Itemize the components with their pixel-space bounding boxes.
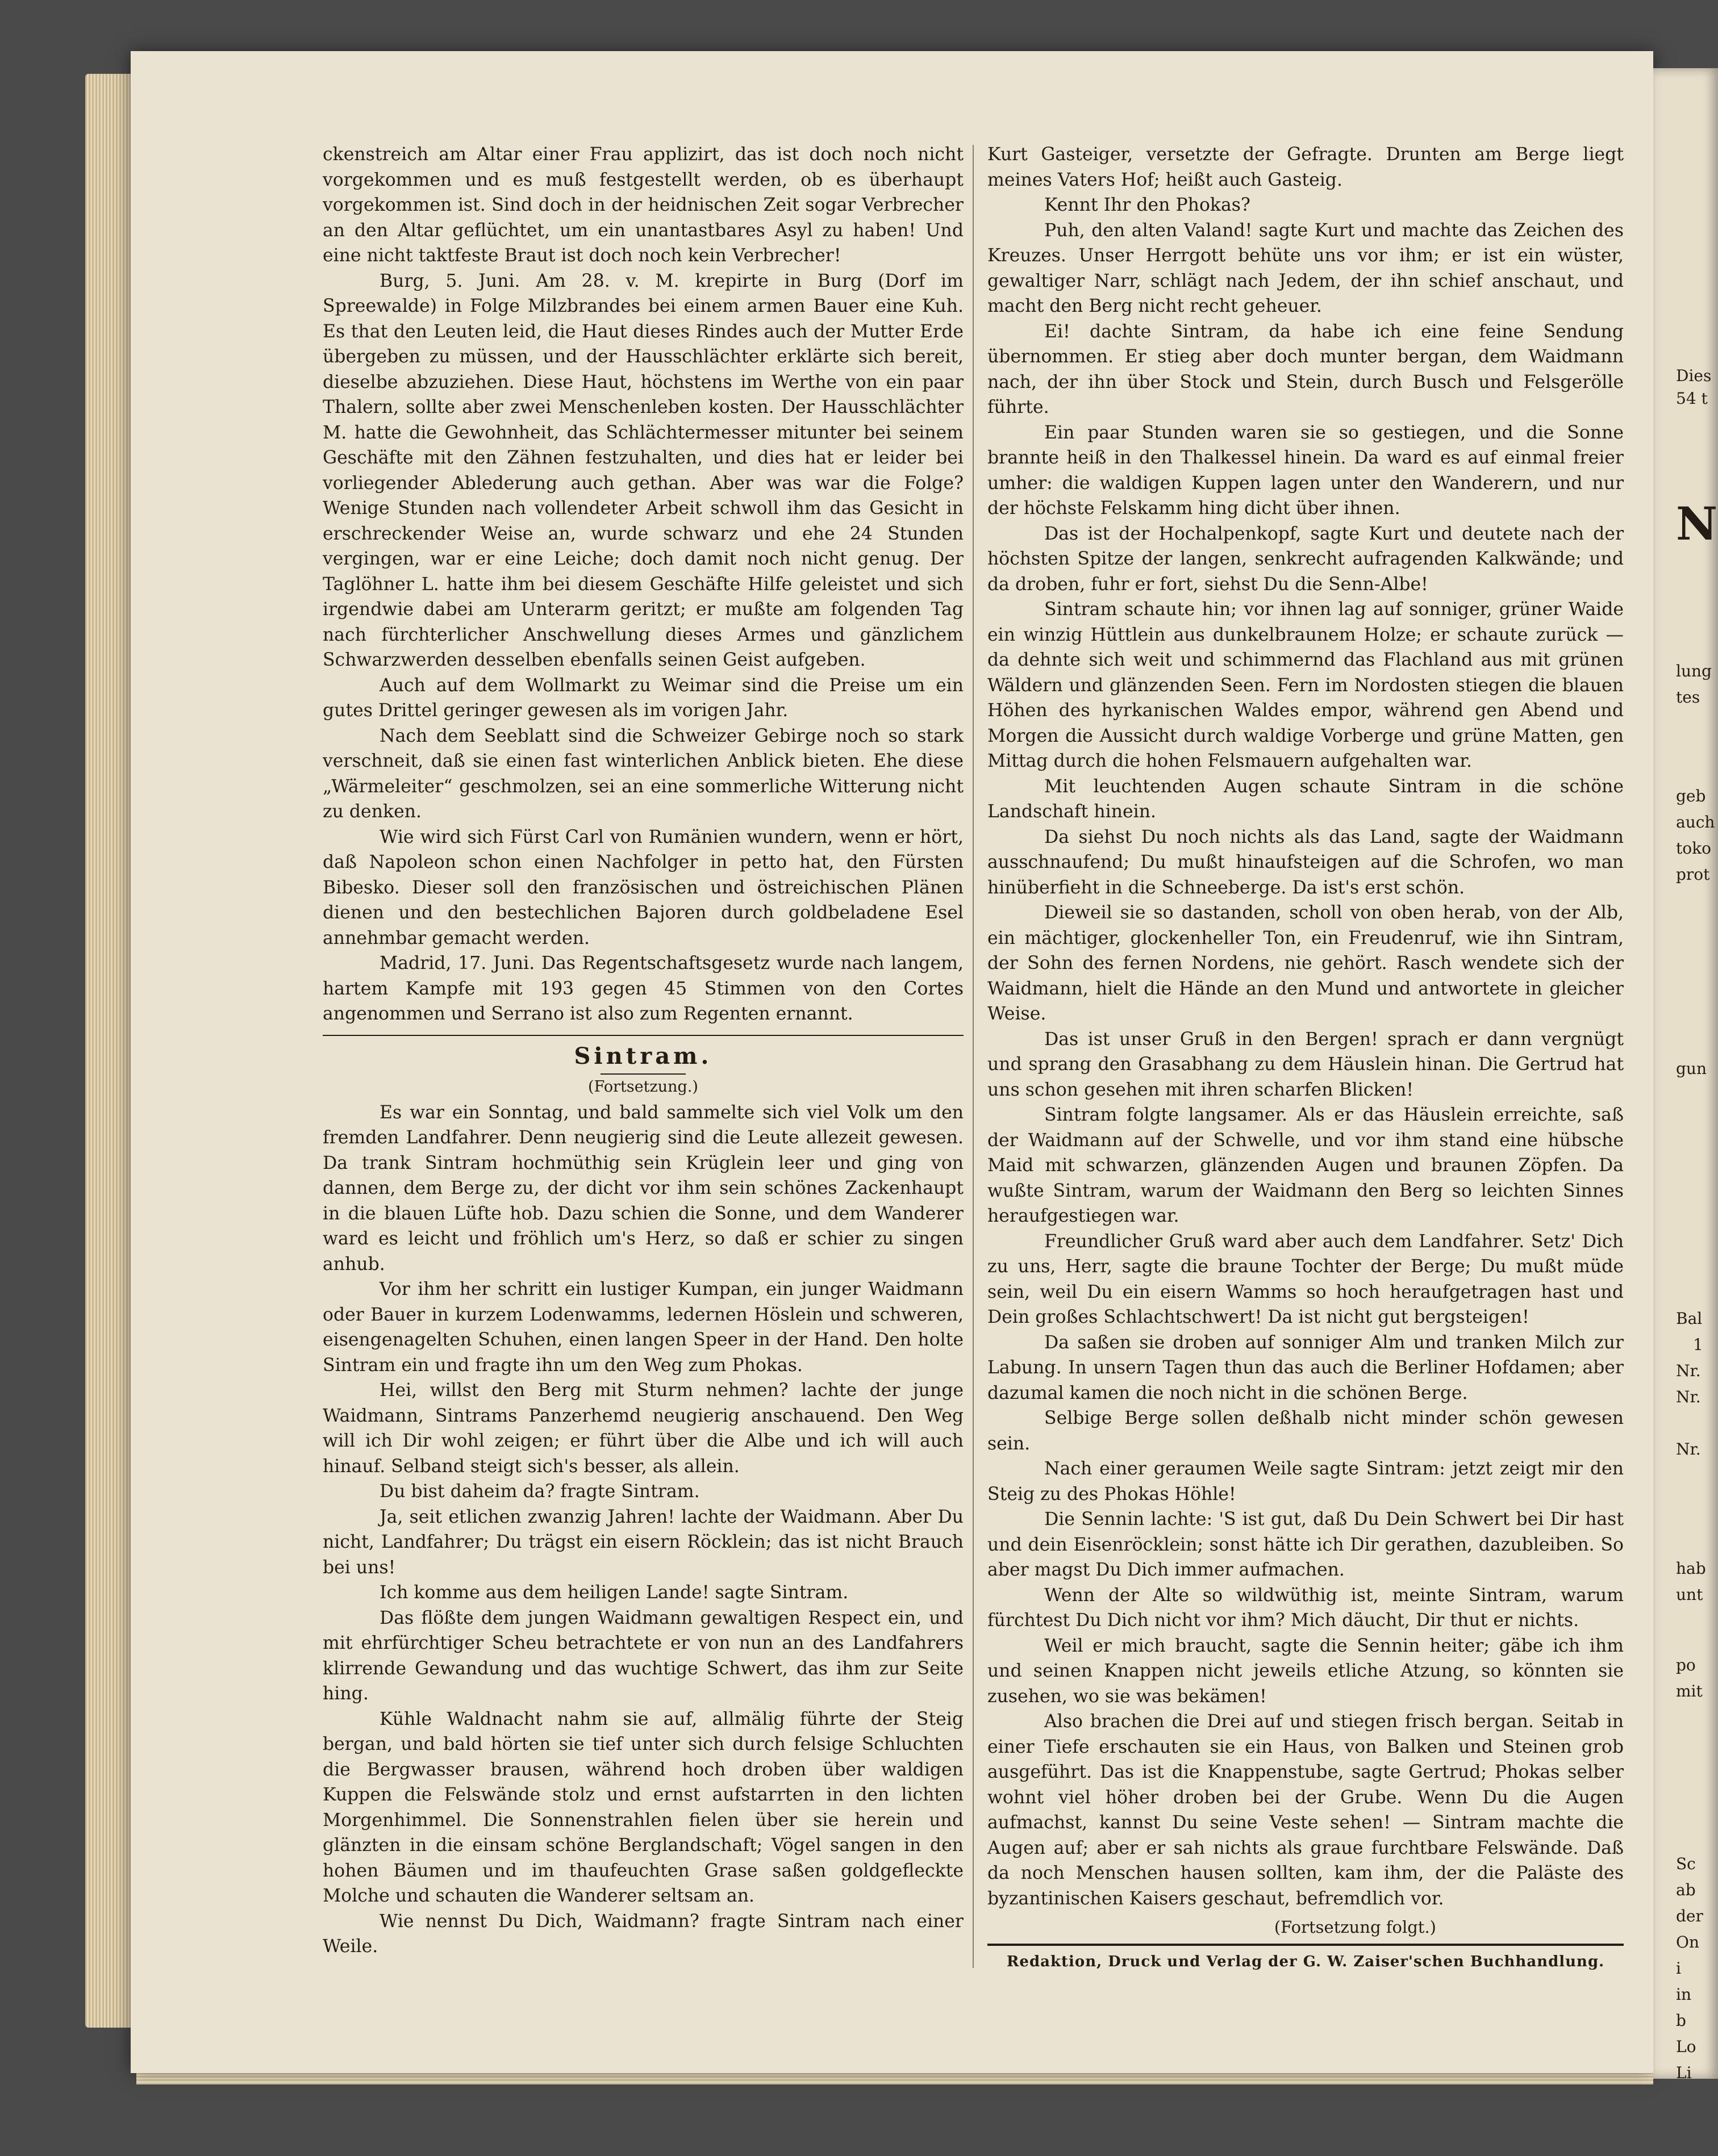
story-paragraph: Das flößte dem jungen Waidmann gewaltigen Respect ein, und mit ehrfürchtiger Scheu betrachtete er von nun an des Landfahrers klirrende Gewandung und das wuchtige Schwert, das ihm zur Seite hing.	[323, 1607, 964, 1704]
story-paragraph: Kennt Ihr den Phokas?	[1044, 195, 1250, 215]
story-paragraph: Vor ihm her schritt ein lustiger Kumpan, ein junger Waidmann oder Bauer in kurzem Lodenwamms, ledernen Höslein und schweren, eisengenagelten Schuhen, einen langen Speer in der Hand. Den holte Sintram ein und fragte ihn um den Weg zum Phokas.	[323, 1279, 964, 1376]
story-paragraph: Du bist daheim da? fragte Sintram.	[380, 1481, 700, 1502]
fragment: Sc	[1676, 1854, 1696, 1873]
fragment: tes	[1676, 688, 1700, 707]
story-paragraph: Selbige Berge sollen deßhalb nicht minder schön gewesen sein.	[987, 1408, 1624, 1454]
story-paragraph: Ich komme aus dem heiligen Lande! sagte Sintram.	[380, 1582, 849, 1603]
book-page-edges	[85, 74, 136, 2028]
fragment: in	[1676, 1985, 1691, 2004]
story-paragraph: Kurt Gasteiger, versetzte der Gefragte. Drunten am Berge liegt meines Vaters Hof; heißt auch Gasteig.	[987, 144, 1624, 190]
story-paragraph: Wenn der Alte so wildwüthig ist, meinte Sintram, warum fürchtest Du Dich nicht vor ihm? Mich däucht, Dir thut er nichts.	[987, 1585, 1624, 1631]
news-paragraph: Burg, 5. Juni. Am 28. v. M. krepirte in Burg (Dorf im Spreewalde) in Folge Milzbrandes bei einem armen Bauer eine Kuh. Es that den Leuten leid, die Haut dieses Rindes auch der Mutter Erde übergeben zu müssen, und der Hausschlächter erklärte sich bereit, dieselbe abzuziehen. Diese Haut, höchstens im Werthe von ein paar Thalern, sollte aber zwei Menschenleben kosten. Der Hausschlächter M. hatte die Gewohnheit, das Schlächtermesser mitunter bei seinem Geschäfte mit den Zähnen festzuhalten, und dies hat er leider bei vorliegender Ablederung auch gethan. Aber was war die Folge? Wenige Stunden nach vollendeter Arbeit schwoll ihm das Gesicht in erschreckender Weise an, wurde schwarz und ehe 24 Stunden vergingen, war er eine Leiche; doch damit noch nicht genug. Der Taglöhner L. hatte ihm bei diesem Geschäfte Hilfe geleistet und sich irgendwie dabei am Unterarm geritzt; er mußte am folgenden Tag nach fürchterlicher Anschwellung dieses Armes und gänzlichem Schwarzwerden desselben ebenfalls seinen Geist aufgeben.	[323, 270, 964, 670]
news-paragraph: Nach dem Seeblatt sind die Schweizer Gebirge noch so stark verschneit, daß sie einen fast winterlichen Anblick bieten. Ehe diese „Wärmeleiter“ geschmolzen, sei an eine sommerliche Witterung nicht zu denken.	[323, 725, 964, 822]
story-paragraph: Ein paar Stunden waren sie so gestiegen, und die Sonne brannte heiß in den Thalkessel hinein. Da ward es auf einmal freier umher: die waldigen Kuppen lagen unter den Wanderern, und nur der höchste Felskamm hing dicht über ihnen.	[987, 422, 1624, 519]
section-divider	[323, 1035, 964, 1036]
imprint-rule	[987, 1944, 1624, 1946]
fragment: 54 t	[1676, 389, 1708, 408]
fragment: prot	[1676, 865, 1710, 884]
news-paragraph: ckenstreich am Altar einer Frau applizirt, das ist doch noch nicht vorgekommen und es muß festgestellt werden, ob es überhaupt vorgekommen ist. Sind doch in der heidnischen Zeit sogar Verbrecher an den Altar geflüchtet, um ein unantastbares Asyl zu haben! Und eine nicht taktfeste Braut ist doch noch kein Verbrecher!	[323, 144, 964, 266]
fragment: unt	[1676, 1585, 1703, 1604]
story-subtitle: (Fortsetzung.)	[588, 1078, 698, 1096]
news-paragraph: Wie wird sich Fürst Carl von Rumänien wundern, wenn er hört, daß Napoleon schon einen Nachfolger in petto hat, den Fürsten Bibesko. Dieser soll den französischen und östreichischen Plänen dienen und den bestechlichen Bajoren durch goldbeladene Esel annehmbar gemacht werden.	[323, 826, 964, 949]
fragment: toko	[1676, 839, 1711, 858]
publisher-imprint: Redaktion, Druck und Verlag der G. W. Zaiser'schen Buchhandlung.	[1006, 1953, 1605, 1970]
story-paragraph: Freundlicher Gruß ward aber auch dem Landfahrer. Setz' Dich zu uns, Herr, sagte die braune Tochter der Berge; Du mußt müde sein, weil Du ein eisern Wamms so hoch heraufgetragen hast und Dein großes Schlachtschwert! Da ist nicht gut bergsteigen!	[987, 1231, 1624, 1327]
fragment: po	[1676, 1656, 1696, 1674]
fragment: mit	[1676, 1682, 1703, 1700]
story-paragraph: Kühle Waldnacht nahm sie auf, allmälig führte der Steig bergan, und bald hörten sie tief unter sich durch felsige Schluchten die Bergwasser brausen, während hoch droben über waldigen Kuppen die Felswände stolz und ernst aufstarrten in den lichten Morgenhimmel. Die Sonnenstrahlen fielen über sie herein und glänzten in die einsam schöne Berglandschaft; Vögel sangen in den hohen Bäumen und im thaufeuchten Grase saßen goldgefleckte Molche und schauten die Wanderer seltsam an.	[323, 1708, 964, 1906]
fragment: On	[1676, 1933, 1699, 1952]
story-paragraph: Ja, seit etlichen zwanzig Jahren! lachte der Waidmann. Aber Du nicht, Landfahrer; Du trägst ein eisern Röcklein; das ist nicht Brauch bei uns!	[323, 1506, 964, 1578]
story-paragraph: Sintram schaute hin; vor ihnen lag auf sonniger, grüner Waide ein winzig Hüttlein aus dunkelbraunem Holze; er schaute zurück — da dehnte sich weit und schimmernd das Flachland aus mit grünen Wäldern und glänzenden Seen. Fern im Nordosten stiegen die blauen Höhen des hyrkanischen Waldes empor, während gen Abend und Morgen die Aussicht durch waldige Vorberge und grüne Matten, gen Mittag durch die hohen Felsmauern aufgehalten war.	[987, 599, 1624, 771]
story-paragraph: Wie nennst Du Dich, Waidmann? fragte Sintram nach einer Weile.	[323, 1911, 964, 1957]
fragment: Nr.	[1676, 1388, 1701, 1406]
fragment: Li	[1676, 2063, 1692, 2079]
fragment: 1	[1693, 1335, 1703, 1354]
story-paragraph: Puh, den alten Valand! sagte Kurt und machte das Zeichen des Kreuzes. Unser Herrgott behüte uns vor ihm; er ist ein wüster, gewaltiger Narr, schlägt nach Jedem, der ihn schief anschaut, und macht den Berg nicht recht geheuer.	[987, 220, 1624, 316]
fragment: Nr.	[1676, 1361, 1701, 1380]
news-paragraph: Auch auf dem Wollmarkt zu Weimar sind die Preise um ein gutes Drittel geringer gewesen als im vorigen Jahr.	[323, 675, 964, 721]
story-paragraph: Das ist der Hochalpenkopf, sagte Kurt und deutete nach der höchsten Spitze der langen, senkrecht aufragenden Kalkwände; und da droben, fuhr er fort, siehst Du die Senn-Albe!	[987, 523, 1624, 595]
fragment: der	[1676, 1907, 1703, 1925]
fragment: lung	[1676, 662, 1712, 680]
story-title: Sintram.	[574, 1042, 712, 1069]
fragment: ab	[1676, 1881, 1696, 1899]
continued-notice: (Fortsetzung folgt.)	[1274, 1917, 1436, 1937]
news-paragraph: Madrid, 17. Juni. Das Regentschaftsgesetz wurde nach langem, hartem Kampfe mit 193 gegen 45 Stimmen von den Cortes angenommen und Serrano ist also zum Regenten ernannt.	[323, 953, 964, 1024]
fragment: Dies	[1676, 366, 1712, 385]
adjacent-page-strip	[1653, 68, 1718, 2079]
fragment: Nr.	[1676, 1440, 1701, 1459]
story-paragraph: Hei, willst den Berg mit Sturm nehmen? lachte der junge Waidmann, Sintrams Panzerhemd neugierig anschauend. Den Weg will ich Dir wohl zeigen; er führt über die Albe und ich will auch hinauf. Selband steigt sich's besser, als allein.	[323, 1380, 964, 1477]
fragment: gun	[1676, 1059, 1707, 1078]
fragment: N	[1676, 497, 1718, 550]
right-column	[987, 142, 1624, 1974]
fragment: hab	[1676, 1559, 1706, 1578]
story-paragraph: Das ist unser Gruß in den Bergen! sprach er dann vergnügt und sprang den Grasabhang zu dem Häuslein hinan. Die Gertrud hat uns schon gesehen mit ihren scharfen Blicken!	[987, 1029, 1624, 1100]
fragment: Lo	[1676, 2037, 1696, 2056]
story-paragraph: Nach einer geraumen Weile sagte Sintram: jetzt zeigt mir den Steig zu des Phokas Höhle!	[987, 1459, 1624, 1505]
fragment: b	[1676, 2011, 1686, 2030]
story-paragraph: Da saßen sie droben auf sonniger Alm und tranken Milch zur Labung. In unsern Tagen thun das auch die Berliner Hofdamen; aber dazumal kamen die noch nicht in die schönen Berge.	[987, 1332, 1624, 1403]
story-paragraph: Ei! dachte Sintram, da habe ich eine feine Sendung übernommen. Er stieg aber doch munter bergan, dem Waidmann nach, der ihn über Stock und Stein, durch Busch und Felsgerölle führte.	[987, 321, 1624, 417]
fragment: Bal	[1676, 1309, 1703, 1328]
story-paragraph: Da siehst Du noch nichts als das Land, sagte der Waidmann ausschnaufend; Du mußt hinaufsteigen auf die Schrofen, wo man hinüberfieht in die Schneeberge. Da ist's erst schön.	[987, 826, 1624, 898]
fragment: i	[1676, 1959, 1681, 1978]
story-paragraph: Mit leuchtenden Augen schaute Sintram in die schöne Landschaft hinein.	[987, 776, 1624, 822]
fragment: auch	[1676, 813, 1715, 832]
story-paragraph: Weil er mich braucht, sagte die Sennin heiter; gäbe ich ihm und seinen Knappen nicht jeweils etliche Atzung, so könnten sie zusehen, wo sie was bekämen!	[987, 1635, 1624, 1707]
story-paragraph: Die Sennin lachte: 'S ist gut, daß Du Dein Schwert bei Dir hast und dein Eisenröcklein; sonst hätte ich Dir gerathen, dazubleiben. So aber magst Du Dich immer aufmachen.	[987, 1509, 1624, 1580]
story-paragraph: Sintram folgte langsamer. Als er das Häuslein erreichte, saß der Waidmann auf der Schwelle, und vor ihm stand eine hübsche Maid mit schwarzen, glänzenden Augen und braunen Zöpfen. Da wußte Sintram, warum der Waidmann den Berg so leichten Sinnes heraufgestiegen war.	[987, 1105, 1624, 1226]
story-paragraph: Dieweil sie so dastanden, scholl von oben herab, von der Alb, ein mächtiger, glockenheller Ton, ein Freudenruf, wie ihn Sintram, der Sohn des fernen Nordens, nie gehört. Rasch wendete sich der Waidmann, hielt die Hände an den Mund und antwortete in gleicher Weise.	[987, 902, 1624, 1024]
story-paragraph: Also brachen die Drei auf und stiegen frisch bergan. Seitab in einer Tiefe erschauten sie ein Haus, von Balken und Steinen grob ausgeführt. Das ist die Knappenstube, sagte Gertrud; Phokas selber wohnt viel höher droben bei der Grube. Wenn Du die Augen aufmachst, kannst Du seine Veste sehen! — Sintram machte die Augen auf; aber er sah nichts als graue furchtbare Felswände. Daß da noch Menschen hausen sollten, kam ihm, der die Paläste des byzantinischen Kaisers geschaut, befremdlich vor.	[987, 1711, 1624, 1909]
left-column	[323, 142, 964, 1959]
column-divider	[973, 145, 974, 1968]
story-paragraph: Es war ein Sonntag, und bald sammelte sich viel Volk um den fremden Landfahrer. Denn neugierig sind die Leute allezeit gewesen. Da trank Sintram hochmüthig sein Krüglein leer und ging von dannen, dem Berge zu, der dicht vor ihm sein schönes Zackenhaupt in die blauen Lüfte hob. Dazu schien die Sonne, und dem Wanderer ward es leicht und fröhlich um's Herz, so daß er schier zu singen anhub.	[323, 1102, 964, 1275]
fragment: geb	[1676, 787, 1706, 805]
